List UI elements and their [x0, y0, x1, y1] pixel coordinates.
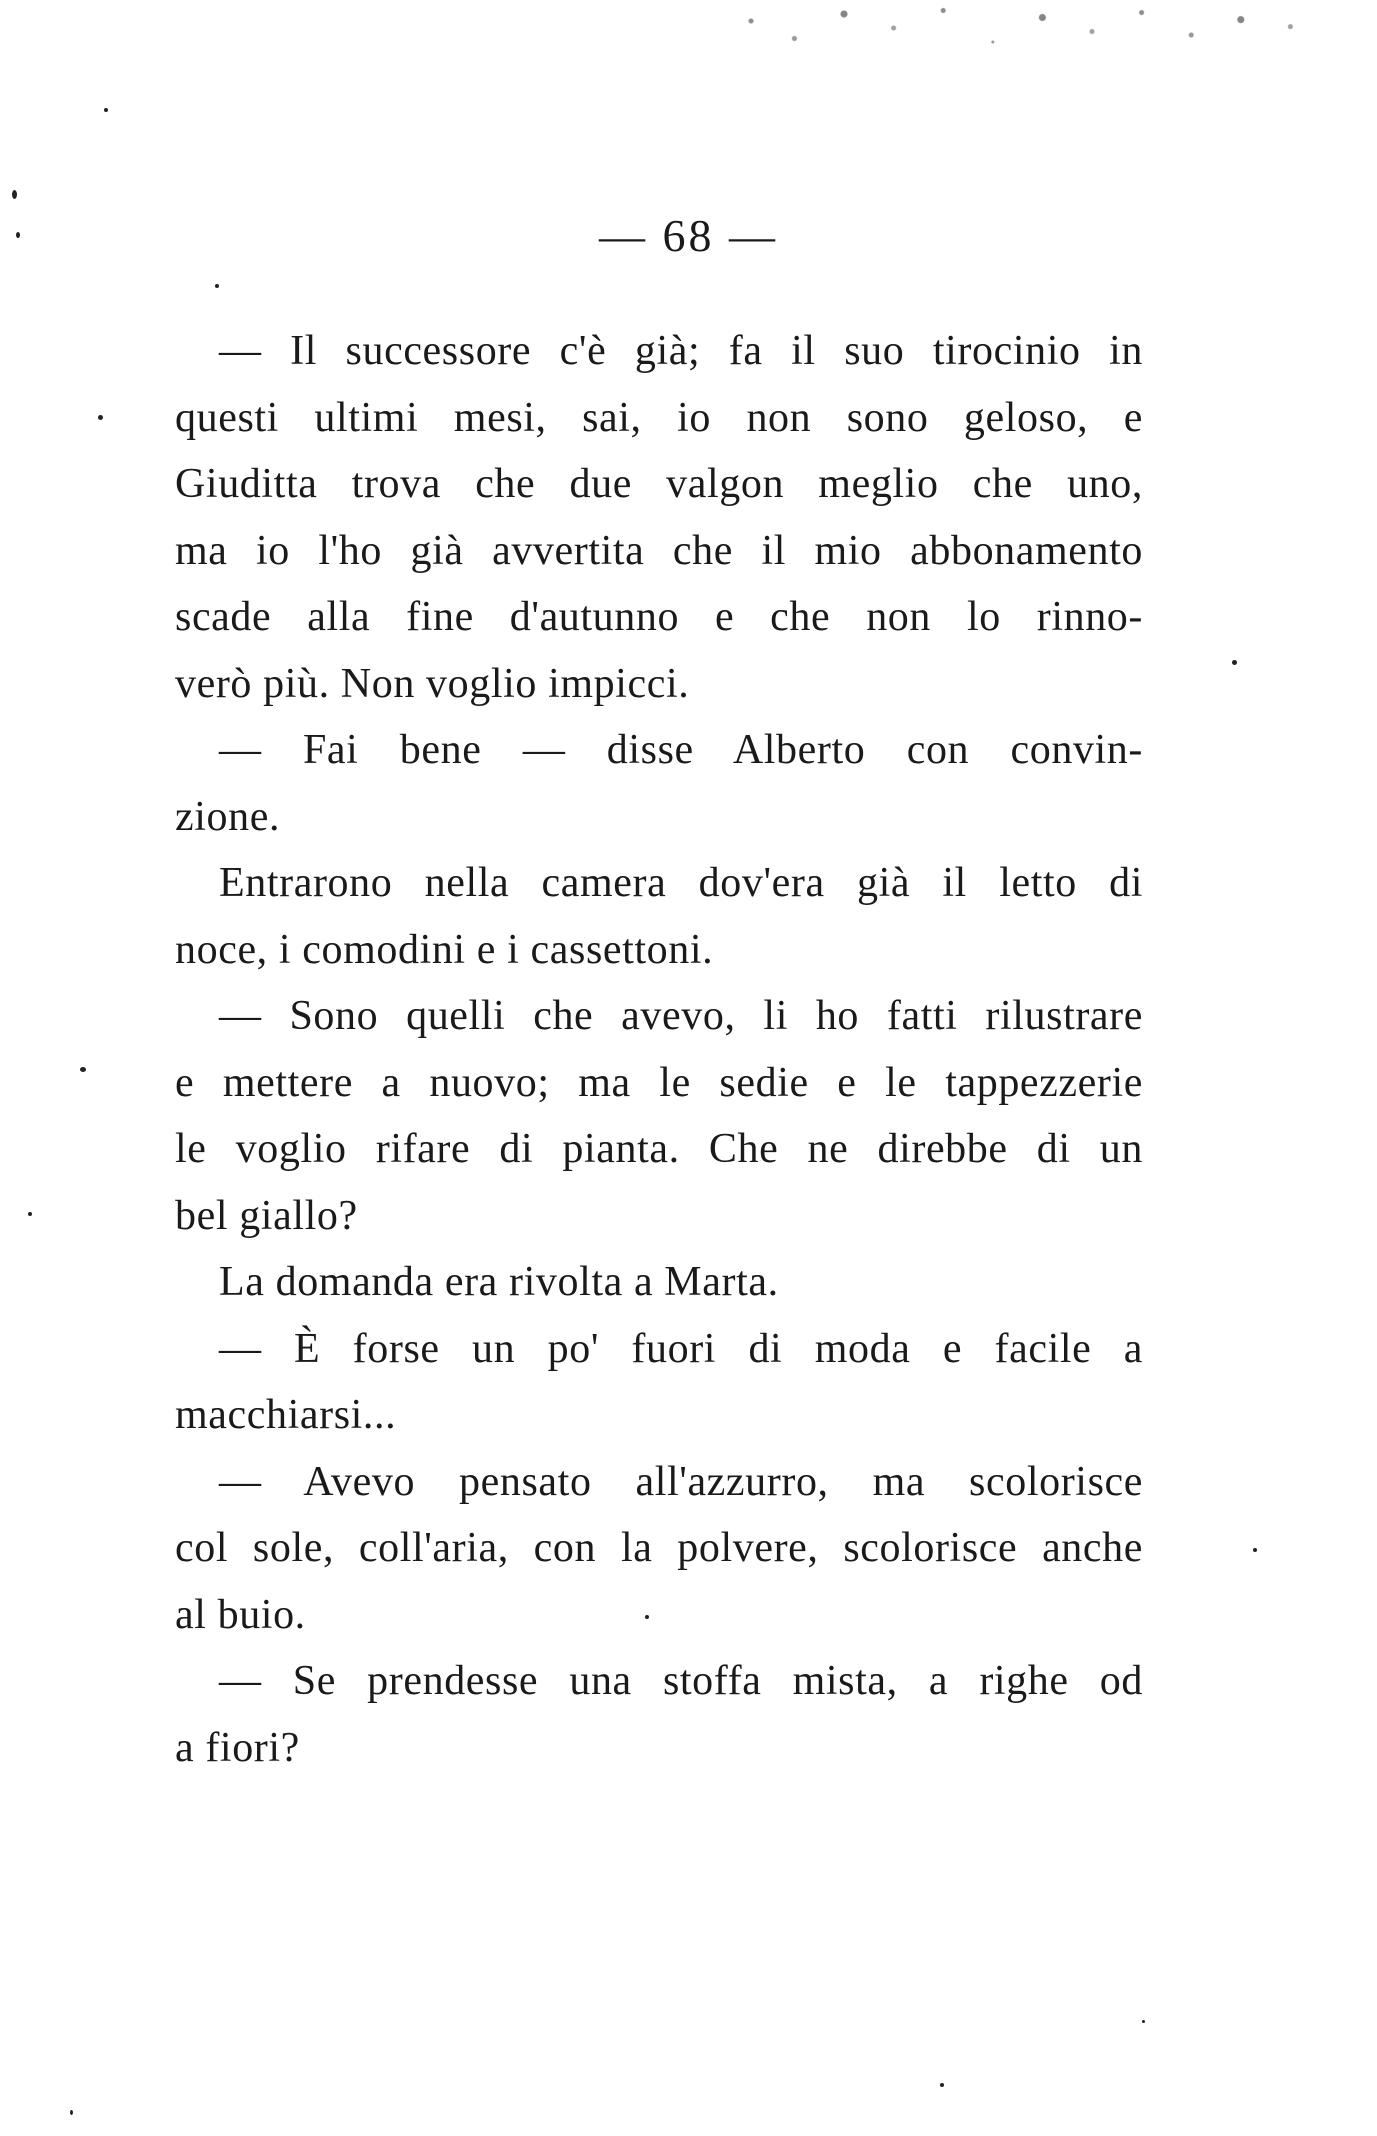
- text-line: a fiori?: [175, 1724, 300, 1771]
- scan-speck: [98, 415, 103, 420]
- text-line: La domanda era rivolta a Marta.: [219, 1259, 779, 1305]
- scan-speck: [16, 232, 20, 238]
- text-line: — Il successore c'è già; fa il suo tirocinio in: [219, 328, 1143, 374]
- text-line: e mettere a nuovo; ma le sedie e le tappezzerie: [175, 1059, 1143, 1106]
- text-line: questi ultimi mesi, sai, io non sono geloso, e: [175, 394, 1143, 441]
- scan-speck: [80, 1067, 86, 1072]
- text-line: col sole, coll'aria, con la polvere, scolorisce anche: [175, 1525, 1143, 1571]
- scan-speck: [1253, 1548, 1257, 1552]
- scan-speck: [645, 1615, 649, 1619]
- scan-noise: [720, 0, 1340, 70]
- text-line: verò più. Non voglio impicci.: [175, 660, 690, 707]
- text-line: — Avevo pensato all'azzurro, ma scolorisce: [219, 1458, 1143, 1505]
- scan-speck: [12, 190, 17, 199]
- scan-speck: [1232, 660, 1237, 665]
- text-line: ma io l'ho già avvertita che il mio abbonamento: [175, 527, 1143, 574]
- text-line: macchiarsi...: [175, 1392, 397, 1438]
- text-line: — Sono quelli che avevo, li ho fatti rilustrare: [219, 993, 1143, 1039]
- text-line: al buio.: [175, 1591, 306, 1638]
- scan-speck: [1142, 2020, 1145, 2023]
- scan-speck: [940, 2083, 944, 2087]
- page-number: — 68 —: [599, 210, 778, 261]
- text-line: bel giallo?: [175, 1192, 358, 1239]
- text-line: — È forse un po' fuori di moda e facile a: [219, 1325, 1143, 1372]
- text-line: — Se prendesse una stoffa mista, a righe od: [219, 1658, 1143, 1704]
- text-line: noce, i comodini e i cassettoni.: [175, 926, 714, 973]
- text-line: scade alla fine d'autunno e che non lo rinno-: [175, 594, 1143, 640]
- text-line: le voglio rifare di pianta. Che ne direbbe di un: [175, 1126, 1143, 1172]
- text-line: — Fai bene — disse Alberto con convin-: [219, 727, 1143, 773]
- scan-speck: [215, 284, 219, 288]
- scan-speck: [104, 108, 108, 112]
- scan-speck: [70, 2110, 73, 2115]
- body-text: [175, 318, 1143, 1781]
- text-line: Giuditta trova che due valgon meglio che uno,: [175, 461, 1143, 507]
- scan-speck: [28, 1212, 32, 1216]
- text-line: Entrarono nella camera dov'era già il letto di: [219, 860, 1143, 906]
- text-line: zione.: [175, 793, 281, 840]
